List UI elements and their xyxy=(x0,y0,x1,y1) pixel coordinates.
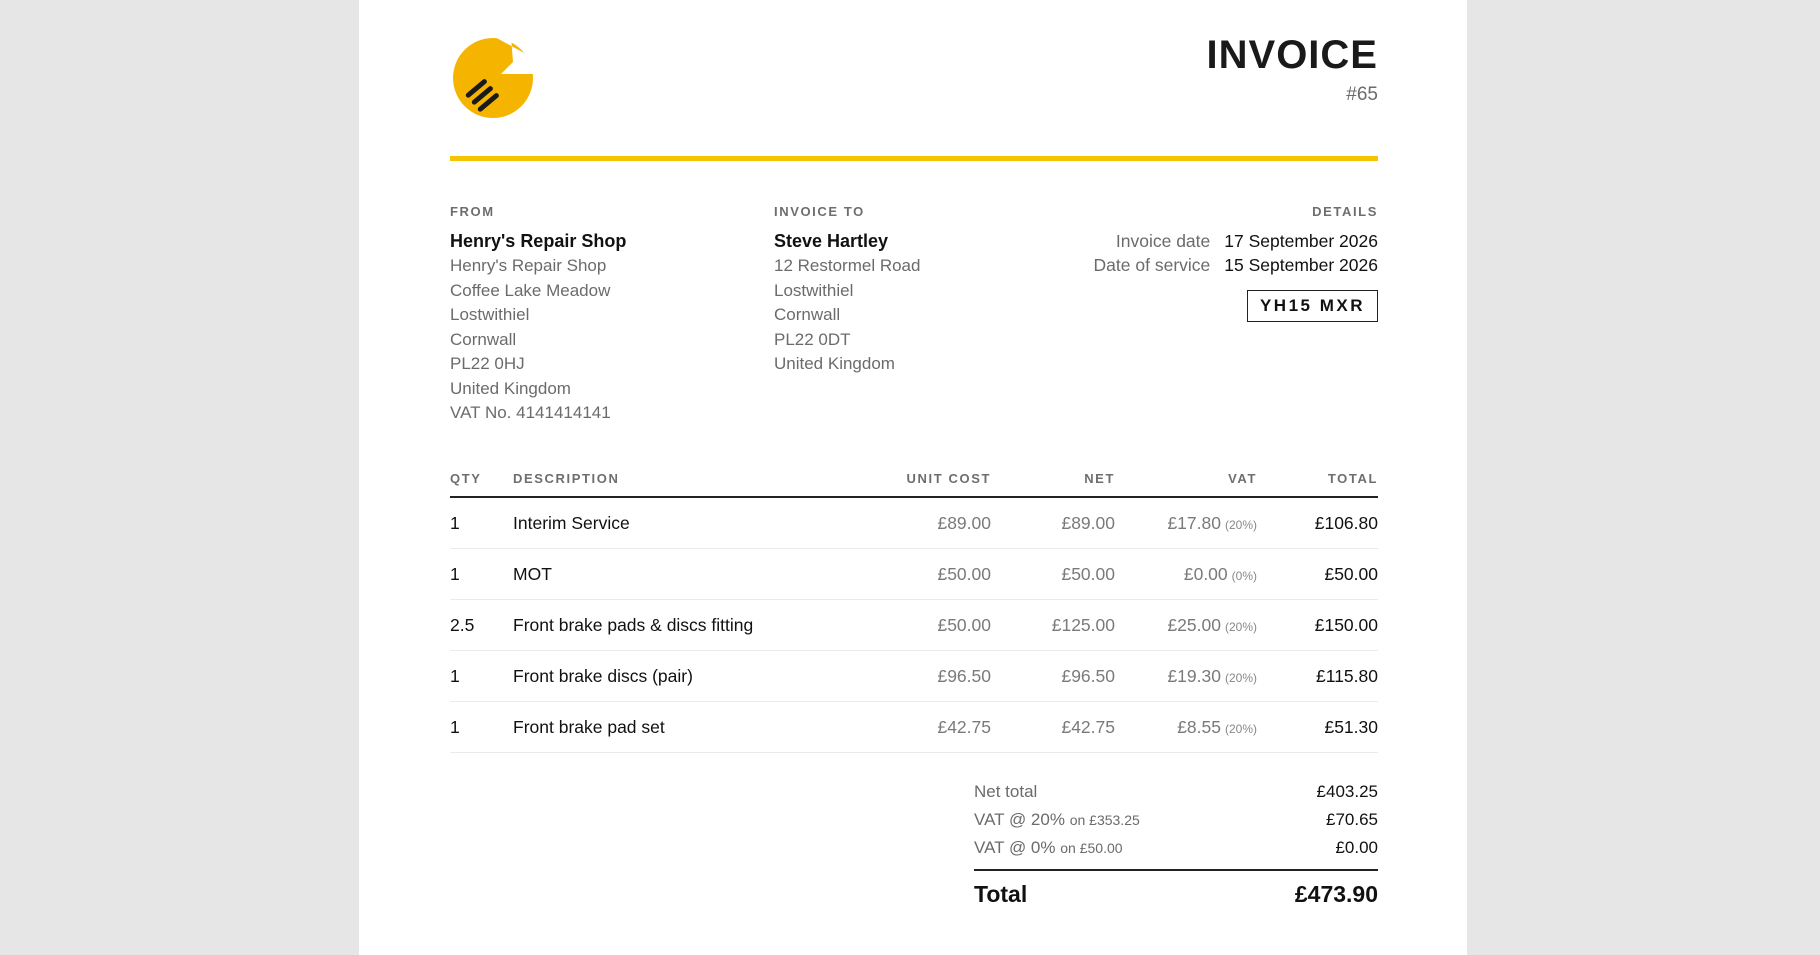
unit-cost-header: UNIT COST xyxy=(843,471,991,497)
vat20-label: VAT @ 20% xyxy=(974,810,1065,829)
invoice-date-label: Invoice date xyxy=(1115,231,1211,251)
wrench-logo-icon xyxy=(453,38,533,118)
table-row xyxy=(450,600,1378,651)
customer-name: Steve Hartley xyxy=(774,231,889,251)
net-cell: £42.75 xyxy=(991,702,1115,753)
from-line: Lostwithiel xyxy=(450,305,530,324)
to-line: 12 Restormel Road xyxy=(774,256,921,275)
vat-rate: (0%) xyxy=(1231,568,1257,583)
vat20-value: £70.65 xyxy=(1326,810,1378,829)
unit-cost-cell: £50.00 xyxy=(843,549,991,600)
qty-cell: 1 xyxy=(450,651,513,702)
description-header: DESCRIPTION xyxy=(513,471,843,497)
vat0-basis: on £50.00 xyxy=(1060,840,1123,856)
table-row xyxy=(450,497,1378,549)
service-date-label: Date of service xyxy=(1093,255,1211,275)
vat-rate: (20%) xyxy=(1224,517,1257,532)
net-header: NET xyxy=(991,471,1115,497)
table-header-row xyxy=(450,471,1378,497)
vat-amount: £17.80 xyxy=(1167,512,1221,533)
from-line: Cornwall xyxy=(450,329,517,349)
vat20-basis: on £353.25 xyxy=(1069,812,1140,828)
table-row xyxy=(450,549,1378,600)
to-line: Lostwithiel xyxy=(774,280,854,300)
vat-amount: £25.00 xyxy=(1167,614,1221,635)
qty-cell: 1 xyxy=(450,702,513,753)
unit-cost-cell: £42.75 xyxy=(843,702,991,753)
vat-amount: £0.00 xyxy=(1183,563,1228,584)
description-cell: Front brake discs (pair) xyxy=(513,651,843,702)
total-cell: £115.80 xyxy=(1257,651,1378,702)
from-line: Coffee Lake Meadow xyxy=(450,280,611,300)
net-cell: £89.00 xyxy=(991,497,1115,549)
line-items-table xyxy=(450,471,1378,753)
vat-rate: (20%) xyxy=(1224,619,1257,634)
net-cell: £125.00 xyxy=(991,600,1115,651)
totals-divider xyxy=(974,869,1378,871)
vat-cell xyxy=(1115,702,1257,753)
invoice-page xyxy=(359,0,1467,955)
from-name: Henry's Repair Shop xyxy=(450,231,627,251)
qty-cell: 1 xyxy=(450,549,513,600)
vat20-row xyxy=(974,810,1378,838)
invoice-number: #65 xyxy=(1346,84,1378,105)
vat20-label-wrap xyxy=(974,810,1140,830)
invoice-date-value: 17 September 2026 xyxy=(1224,231,1378,251)
net-cell: £50.00 xyxy=(991,549,1115,600)
description-cell: MOT xyxy=(513,549,843,600)
invoice-date-row xyxy=(1018,229,1378,253)
to-line: PL22 0DT xyxy=(774,329,851,349)
description-cell: Front brake pad set xyxy=(513,702,843,753)
total-cell: £150.00 xyxy=(1257,600,1378,651)
net-total-label: Net total xyxy=(974,782,1038,801)
table-row xyxy=(450,702,1378,753)
total-header: TOTAL xyxy=(1257,471,1378,497)
description-cell: Front brake pads & discs fitting xyxy=(513,600,843,651)
table-row xyxy=(450,651,1378,702)
vat-cell xyxy=(1115,651,1257,702)
from-line: United Kingdom xyxy=(450,378,571,398)
description-cell: Interim Service xyxy=(513,497,843,549)
from-label: FROM xyxy=(450,204,495,219)
details-block xyxy=(1018,204,1378,322)
service-date-value: 15 September 2026 xyxy=(1224,255,1378,275)
qty-header: QTY xyxy=(450,471,513,497)
vat-rate: (20%) xyxy=(1224,670,1257,685)
vat0-row xyxy=(974,838,1378,866)
total-cell: £106.80 xyxy=(1257,497,1378,549)
vat0-label-wrap xyxy=(974,838,1123,858)
vat0-value: £0.00 xyxy=(1335,838,1378,857)
invoice-to-label: INVOICE TO xyxy=(774,204,865,219)
registration-plate: YH15 MXR xyxy=(1247,290,1378,322)
unit-cost-cell: £50.00 xyxy=(843,600,991,651)
vat-cell xyxy=(1115,600,1257,651)
grand-total-label: Total xyxy=(974,881,1028,907)
unit-cost-cell: £96.50 xyxy=(843,651,991,702)
to-line: Cornwall xyxy=(774,305,841,324)
net-total-value: £403.25 xyxy=(1316,782,1378,801)
total-cell: £50.00 xyxy=(1257,549,1378,600)
total-cell: £51.30 xyxy=(1257,702,1378,753)
from-line: PL22 0HJ xyxy=(450,354,525,373)
vat-amount: £19.30 xyxy=(1167,665,1221,686)
from-block xyxy=(450,204,750,426)
vat-header: VAT xyxy=(1115,471,1257,497)
qty-cell: 2.5 xyxy=(450,600,513,651)
from-vat-number: VAT No. 4141414141 xyxy=(450,403,611,422)
invoice-content xyxy=(450,0,1378,955)
qty-cell: 1 xyxy=(450,497,513,549)
net-total-row xyxy=(974,782,1378,810)
grand-total-row xyxy=(974,881,1378,908)
service-date-row xyxy=(1018,253,1378,277)
to-line: United Kingdom xyxy=(774,354,895,373)
vat-cell xyxy=(1115,497,1257,549)
totals-block xyxy=(974,782,1378,908)
from-line: Henry's Repair Shop xyxy=(450,256,607,275)
vat-amount: £8.55 xyxy=(1177,716,1221,737)
invoice-title: INVOICE xyxy=(1206,33,1378,77)
header-divider xyxy=(450,156,1378,161)
vat-cell xyxy=(1115,549,1257,600)
vat0-label: VAT @ 0% xyxy=(974,838,1056,857)
unit-cost-cell: £89.00 xyxy=(843,497,991,549)
vat-rate: (20%) xyxy=(1224,721,1257,736)
net-cell: £96.50 xyxy=(991,651,1115,702)
grand-total-value: £473.90 xyxy=(1294,881,1378,907)
details-label: DETAILS xyxy=(1312,204,1378,219)
